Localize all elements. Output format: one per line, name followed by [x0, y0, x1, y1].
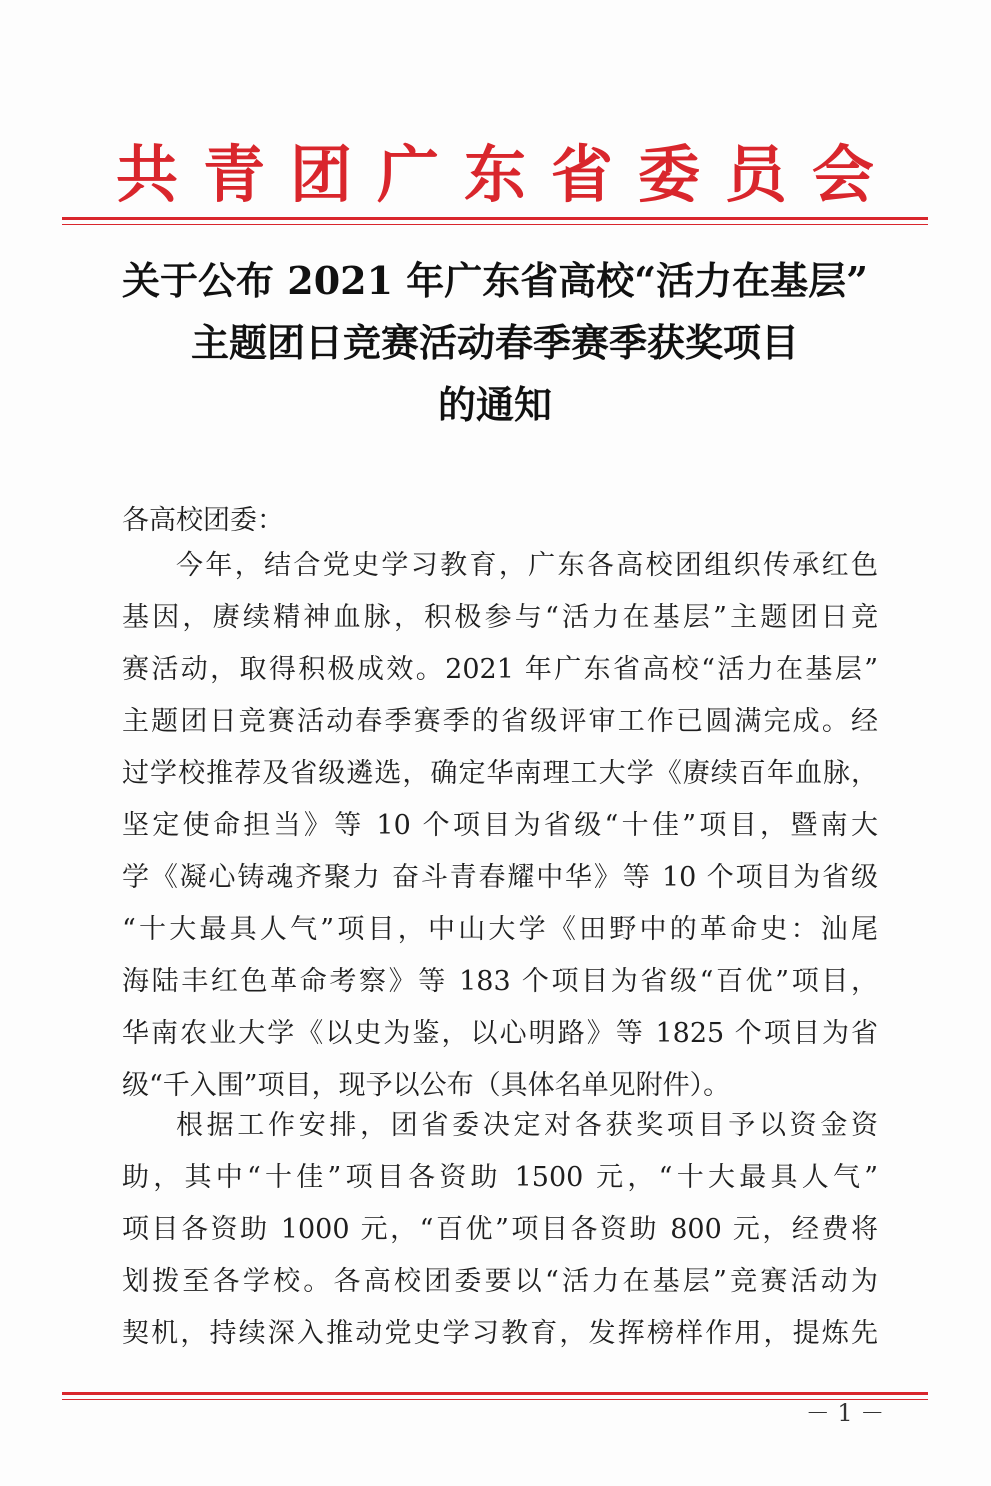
- header-char: 员: [724, 138, 787, 211]
- body-paragraph-1: [122, 540, 878, 1112]
- paragraph-line: “十大最具人气”项目，中山大学《田野中的革命史：汕尾: [122, 914, 878, 945]
- title-line-2: 主题团日竞赛活动春季赛季获奖项目: [190, 320, 799, 365]
- paragraph-line: 学《凝心铸魂齐聚力 奋斗青春耀中华》等 10 个项目为省级: [122, 862, 878, 893]
- paragraph-line: 华南农业大学《以史为鉴，以心明路》等 1825 个项目为省: [122, 1018, 878, 1049]
- header-divider-thick: [62, 217, 928, 220]
- paragraph-line: 主题团日竞赛活动春季赛季的省级评审工作已圆满完成。经: [122, 706, 878, 737]
- paragraph-line: 过学校推荐及省级遴选，确定华南理工大学《赓续百年血脉，: [122, 758, 878, 789]
- paragraph-line: 级“千入围”项目，现予以公布（具体名单见附件）。: [122, 1070, 731, 1101]
- paragraph-line: 助，其中“十佳”项目各资助 1500 元，“十大最具人气”: [122, 1162, 878, 1193]
- header-char: 青: [202, 138, 265, 211]
- header-char: 共: [116, 138, 179, 211]
- header-char: 东: [463, 138, 526, 211]
- paragraph-line: 契机，持续深入推动党史学习教育，发挥榜样作用，提炼先: [122, 1318, 878, 1349]
- document-title: [62, 250, 928, 436]
- header-char: 委: [637, 138, 700, 211]
- body-paragraph-2: [122, 1100, 878, 1360]
- title-line-3: 的通知: [437, 382, 552, 427]
- paragraph-line: 今年，结合党史学习教育，广东各高校团组织传承红色: [176, 550, 878, 581]
- paragraph-line: 根据工作安排，团省委决定对各获奖项目予以资金资: [176, 1110, 878, 1141]
- paragraph-line: 赛活动，取得积极成效。2021 年广东省高校“活力在基层”: [122, 654, 878, 685]
- salutation: 各高校团委：: [122, 505, 284, 536]
- paragraph-line: 海陆丰红色革命考察》等 183 个项目为省级“百优”项目，: [122, 966, 878, 997]
- header-divider-thin: [62, 224, 928, 225]
- paragraph-line: 基因，赓续精神血脉，积极参与“活力在基层”主题团日竞: [122, 602, 878, 633]
- paragraph-line: 坚定使命担当》等 10 个项目为省级“十佳”项目，暨南大: [122, 810, 878, 841]
- issuing-organization-header: [62, 140, 928, 210]
- paragraph-line: 划拨至各学校。各高校团委要以“活力在基层”竞赛活动为: [122, 1266, 878, 1297]
- header-char: 会: [811, 138, 874, 211]
- footer-divider-thick: [62, 1392, 928, 1395]
- header-char: 广: [376, 138, 439, 211]
- header-char: 团: [289, 138, 352, 211]
- title-line-1: 关于公布 2021 年广东省高校“活力在基层”: [122, 258, 868, 303]
- paragraph-line: 项目各资助 1000 元，“百优”项目各资助 800 元，经费将: [122, 1214, 878, 1245]
- header-char: 省: [550, 138, 613, 211]
- page-number: － 1 －: [805, 1399, 885, 1427]
